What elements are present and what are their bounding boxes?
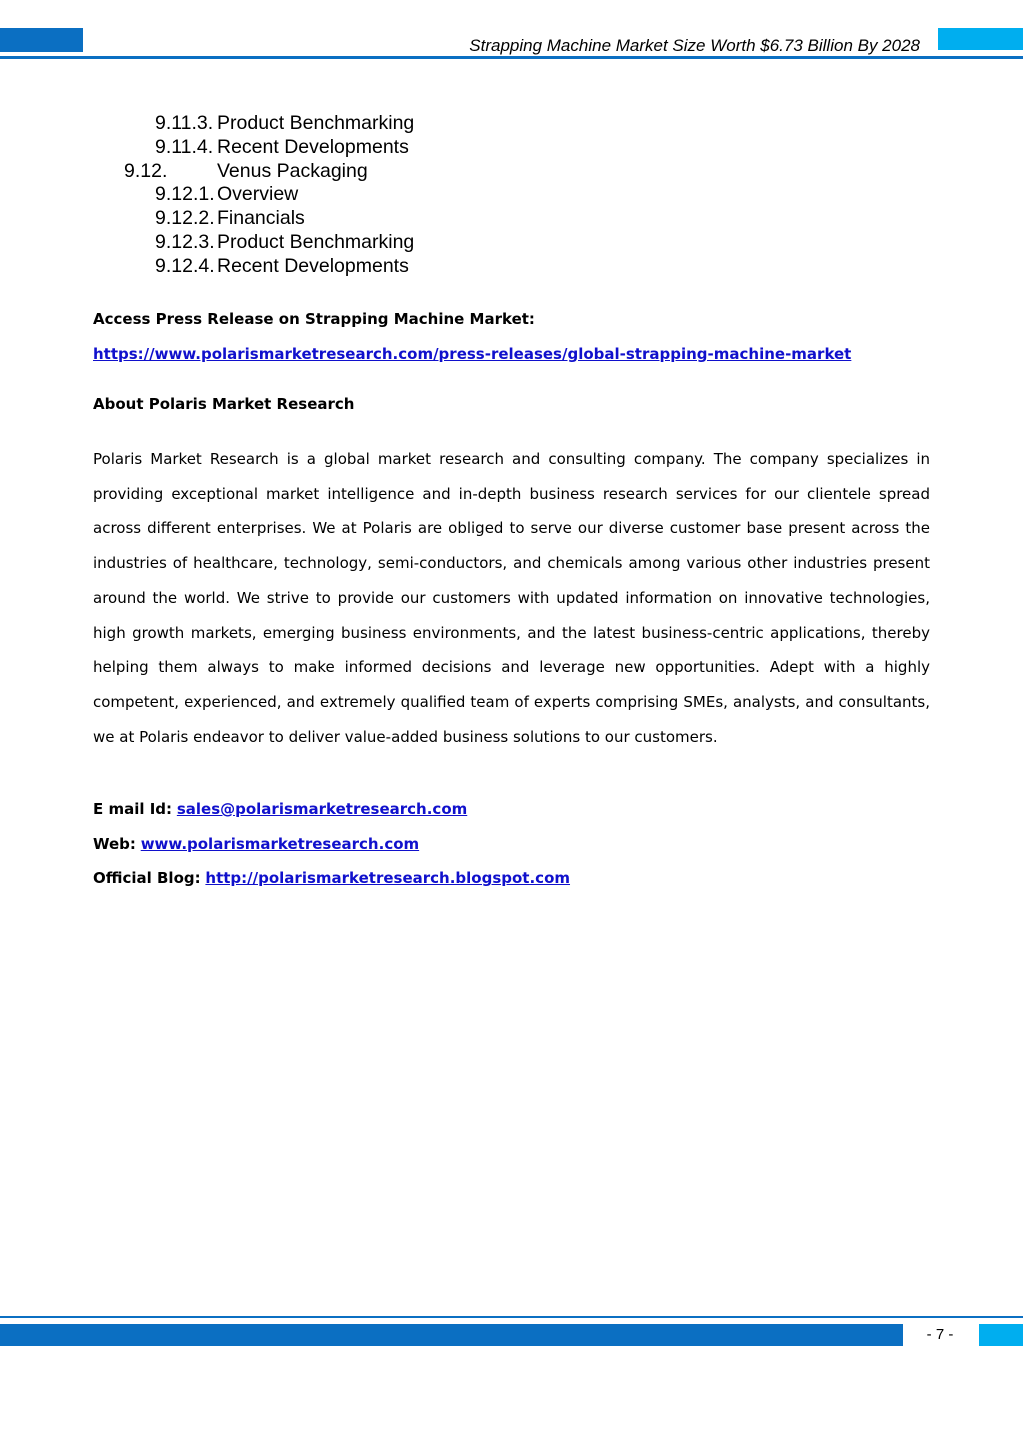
header-title: Strapping Machine Market Size Worth $6.73 Billion By 2028 (469, 36, 920, 55)
header-rule (0, 56, 1023, 59)
toc-number: 9.12. (124, 159, 168, 182)
about-paragraph: Polaris Market Research is a global market research and consulting company. The company specializes in providing exceptional market intelligence and in-depth business research services for our clientele spread across different enterprises. We at Polaris are obliged to serve our diverse customer base present across the industries of healthcare, technology, semi-conductors, and chemicals among various other industries present around the world. We strive to provide our customers with updated information on innovative technologies, high growth markets, emerging business environments, and the latest business-centric applications, thereby helping them always to make informed decisions and leverage new opportunities. Adept with a highly competent, experienced, and extremely qualified team of experts comprising SMEs, analysts, and consultants, we at Polaris endeavor to deliver value-added business solutions to our customers. (93, 450, 930, 746)
footer-rule (0, 1316, 1023, 1318)
toc-label: Overview (217, 183, 299, 206)
email-link[interactable]: sales@polarismarketresearch.com (176, 800, 468, 818)
toc-label: Product Benchmarking (217, 112, 415, 134)
toc-label: Product Benchmarking (217, 230, 415, 253)
contact-section (93, 792, 930, 896)
toc-label: Financials (217, 207, 305, 230)
toc-label: Venus Packaging (217, 159, 368, 182)
email-label: E mail Id: (93, 800, 173, 818)
toc-number: 9.12.2. (155, 207, 215, 230)
web-row (93, 827, 930, 862)
blog-row (93, 861, 930, 896)
about-heading: About Polaris Market Research (93, 395, 355, 413)
page-number: - 7 - (926, 1326, 954, 1343)
toc-number: 9.11.4. (155, 135, 214, 158)
header-accent-right (938, 28, 1023, 50)
press-release-label: Access Press Release on Strapping Machine Market: (93, 310, 535, 328)
toc-label: Recent Developments (217, 135, 409, 158)
email-row (93, 792, 930, 827)
footer-accent-right (979, 1324, 1023, 1346)
toc-label: Recent Developments (217, 254, 409, 277)
press-release-link[interactable]: https://www.polarismarketresearch.com/press-releases/global-strapping-machine-market (93, 345, 852, 363)
toc-number: 9.12.3. (155, 230, 215, 253)
footer-bar (0, 1324, 903, 1346)
web-link[interactable]: www.polarismarketresearch.com (140, 834, 420, 853)
blog-label: Official Blog: (93, 869, 201, 888)
blog-link[interactable]: http://polarismarketresearch.blogspot.com (205, 869, 571, 888)
press-release-section (93, 302, 930, 372)
toc-number: 9.11.3. (155, 112, 214, 134)
header-accent-left (0, 28, 83, 52)
toc-number: 9.12.1. (155, 183, 215, 206)
toc-number: 9.12.4. (155, 254, 215, 277)
web-label: Web: (93, 834, 136, 853)
